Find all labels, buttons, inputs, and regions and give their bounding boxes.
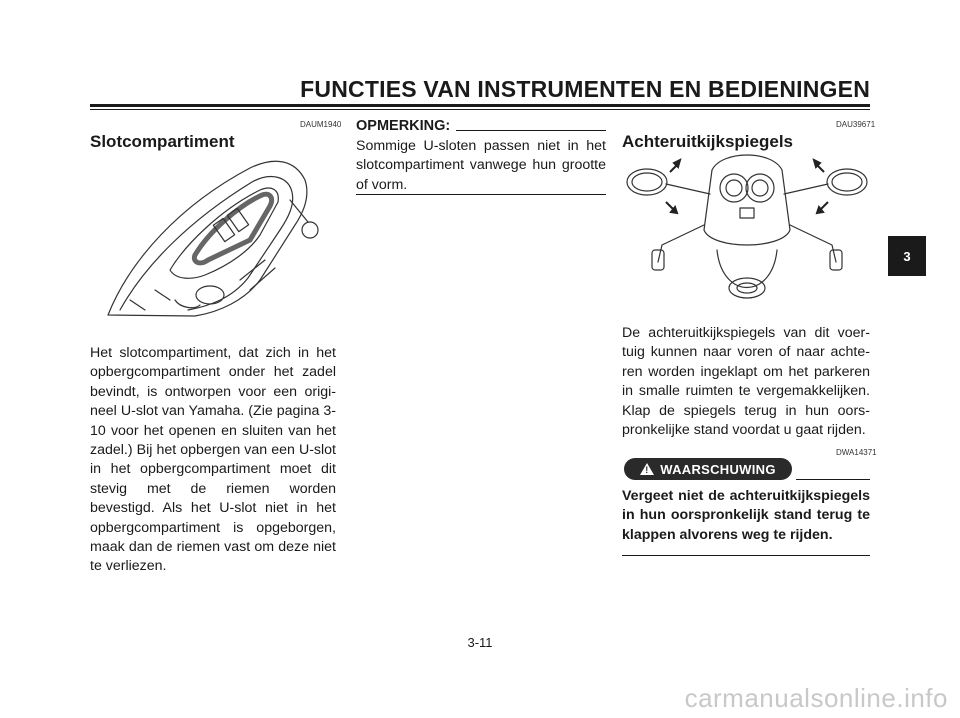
chapter-tab-label: 3: [903, 248, 911, 264]
right-section-code: DAU39671: [836, 120, 876, 129]
right-section-heading: Achteruitkijkspiegels: [622, 132, 794, 151]
right-body-text: De achteruitkijkspiegels van dit voertuig kunnen naar voren of naar achteren worden ingeklapt om het parkeren in smalle ruimten te vergemakkelijken. Klap de spiegels terug in hun oorspronkelijke stand voordat u gaat rijden.: [622, 325, 870, 439]
chapter-title: FUNCTIES VAN INSTRUMENTEN EN BEDIENINGEN: [300, 76, 870, 102]
note-body-text: Sommige U-sloten passen niet in het slotcompartiment vanwege hun grootte of vorm.: [356, 138, 606, 193]
header-rule-thick: [90, 104, 870, 107]
left-section-heading: Slotcompartiment: [90, 132, 235, 151]
watermark: carmanualsonline.info: [684, 683, 948, 713]
note-title: OPMERKING:: [356, 118, 451, 134]
note-bottom-rule: [356, 194, 606, 195]
note-top-rule: [456, 130, 606, 131]
left-section-code: DAUM1940: [300, 120, 342, 129]
warning-code: DWA14371: [836, 448, 877, 457]
chapter-tab: [888, 236, 926, 276]
warning-badge: [624, 458, 792, 480]
seat-compartment-illustration: [100, 150, 330, 322]
header-rule-thin: [90, 109, 870, 110]
warning-bottom-rule: [622, 555, 870, 556]
warning-label: WAARSCHUWING: [660, 461, 776, 477]
warning-top-rule: [796, 479, 870, 480]
mirrors-illustration: [622, 150, 872, 300]
left-body-text: Het slotcompartiment, dat zich in het opbergcompartiment onder het zadel bevindt, is ontworpen voor een origineel U-slot van Yamaha. (Zie pagina 3-10 voor het openen en sluiten van het zadel.) Bij het opbergen van een U-slot in het opbergcompartiment moet dit stevig met de riemen worden bevestigd. Als het U-slot niet in het opbergcompartiment is opgeborgen, maak dan de riemen vast om deze niet te verliezen.: [90, 345, 336, 575]
page-number: 3-11: [467, 635, 493, 650]
warning-triangle-icon: !: [640, 463, 654, 475]
warning-text: Vergeet niet de achteruitkijkspiegels in hun oorspronkelijk stand terug te klappen alvorens weg te rijden.: [622, 488, 870, 543]
